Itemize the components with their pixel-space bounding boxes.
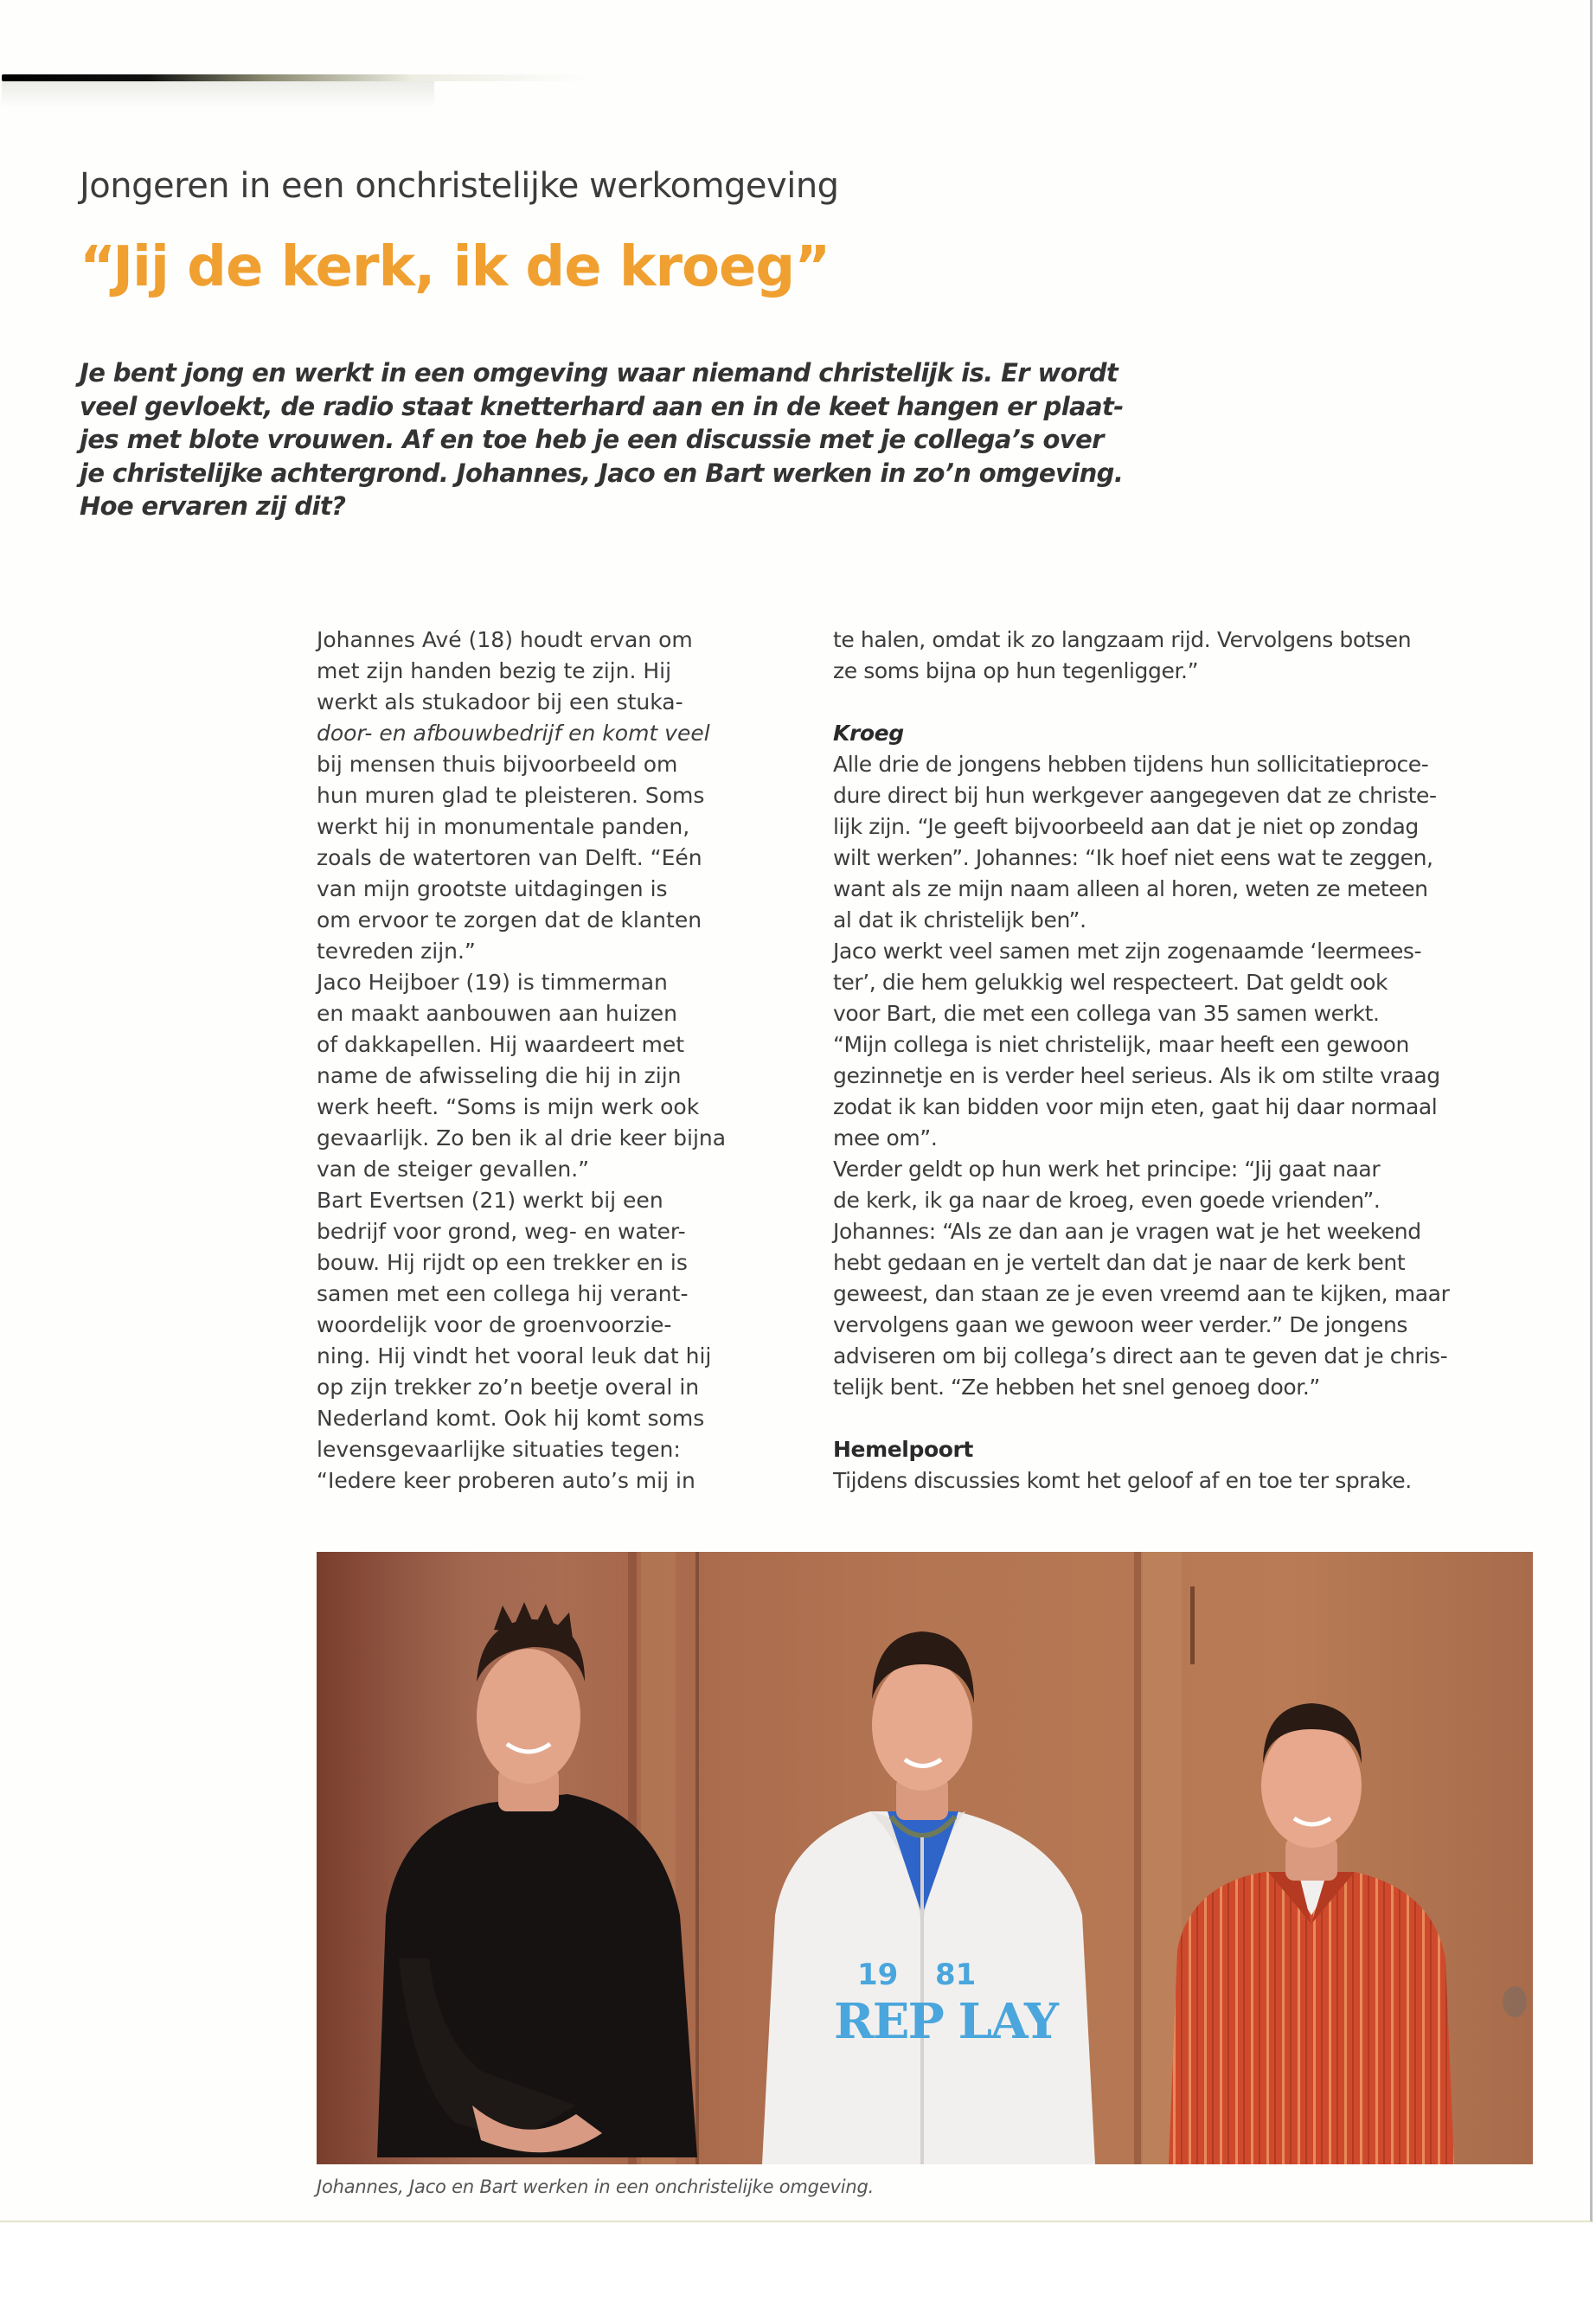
body-line: gevaarlijk. Zo ben ik al drie keer bijna (317, 1125, 727, 1150)
body-line: werkt als stukadoor bij een stuka- (317, 689, 683, 715)
body-line: hun muren glad te pleisteren. Soms (317, 783, 705, 808)
body-line: werk heeft. “Soms is mijn werk ook (317, 1094, 700, 1119)
body-line: voor Bart, die met een collega van 35 samen werkt. (833, 1001, 1380, 1026)
right-text-column (833, 625, 1542, 1497)
body-line: zoals de watertoren van Delft. “Eén (317, 845, 702, 870)
body-line: bedrijf voor grond, weg- en water- (317, 1219, 686, 1244)
section-heading-kroeg: Kroeg (833, 721, 904, 746)
three-young-men-photo (317, 1552, 1533, 2164)
left-text-column (317, 625, 784, 1497)
photo-caption: Johannes, Jaco en Bart werken in een onchristelijke omgeving. (317, 2176, 875, 2197)
body-line: “Mijn collega is niet christelijk, maar heeft een gewoon (833, 1032, 1409, 1057)
body-line: Verder geldt op hun werk het principe: “Jij gaat naar (833, 1157, 1381, 1182)
body-line: Alle drie de jongens hebben tijdens hun sollicitatieproce- (833, 752, 1429, 777)
body-line: bouw. Hij rijdt op een trekker en is (317, 1250, 688, 1275)
body-line: Nederland komt. Ook hij komt soms (317, 1406, 705, 1431)
body-line: tevreden zijn.” (317, 939, 476, 964)
body-line: name de afwisseling die hij in zijn (317, 1063, 682, 1088)
body-line: levensgevaarlijke situaties tegen: (317, 1437, 681, 1462)
top-rule-divider (2, 74, 590, 81)
intro-line: je christelijke achtergrond. Johannes, Jaco en Bart werken in zo’n omgeving. (80, 458, 1124, 488)
body-line: zodat ik kan bidden voor mijn eten, gaat hij daar normaal (833, 1094, 1438, 1119)
body-line: wilt werken”. Johannes: “Ik hoef niet eens wat te zeggen, (833, 845, 1433, 870)
body-line: dure direct bij hun werkgever aangegeven dat ze christe- (833, 783, 1437, 808)
body-line: ze soms bijna op hun tegenligger.” (833, 658, 1199, 683)
body-line: woordelijk voor de groenvoorzie- (317, 1312, 672, 1337)
article-headline: “Jij de kerk, ik de kroeg” (80, 235, 830, 299)
body-line: werkt hij in monumentale panden, (317, 814, 690, 839)
body-line: bij mensen thuis bijvoorbeeld om (317, 752, 678, 777)
body-line: Jaco werkt veel samen met zijn zogenaamde ‘leermees- (833, 939, 1422, 964)
hoodie-19-text: 19 (857, 1958, 899, 1992)
body-line: lijk zijn. “Je geeft bijvoorbeeld aan dat je niet op zondag (833, 814, 1419, 839)
hoodie-81-text: 81 (935, 1958, 977, 1992)
body-line: te halen, omdat ik zo langzaam rijd. Vervolgens botsen (833, 627, 1412, 652)
article-intro (80, 356, 1161, 523)
body-line: van de steiger gevallen.” (317, 1157, 590, 1182)
intro-line: jes met blote vrouwen. Af en toe heb je een discussie met je collega’s over (80, 425, 1104, 454)
body-line: “Iedere keer proberen auto’s mij in (317, 1468, 695, 1493)
body-line: om ervoor te zorgen dat de klanten (317, 907, 702, 933)
body-line: Tijdens discussies komt het geloof af en toe ter sprake. (833, 1468, 1412, 1493)
top-rule-shadow (2, 81, 434, 107)
body-line: Johannes Avé (18) houdt ervan om (317, 627, 693, 652)
body-line: met zijn handen bezig te zijn. Hij (317, 658, 672, 683)
body-line: geweest, dan staan ze je even vreemd aan te kijken, maar (833, 1281, 1450, 1306)
body-line: en maakt aanbouwen aan huizen (317, 1001, 677, 1026)
body-line: van mijn grootste uitdagingen is (317, 876, 668, 901)
body-line: ning. Hij vindt het vooral leuk dat hij (317, 1343, 712, 1368)
body-line: Bart Evertsen (21) werkt bij een (317, 1188, 663, 1213)
body-line: Jaco Heijboer (19) is timmerman (317, 970, 668, 995)
body-line: hebt gedaan en je vertelt dan dat je naar de kerk bent (833, 1250, 1406, 1275)
body-line: gezinnetje en is verder heel serieus. Als ik om stilte vraag (833, 1063, 1440, 1088)
intro-line: Je bent jong en werkt in een omgeving waar niemand christelijk is. Er wordt (80, 358, 1118, 388)
body-line: samen met een collega hij verant- (317, 1281, 689, 1306)
body-line: Johannes: “Als ze dan aan je vragen wat je het weekend (833, 1219, 1421, 1244)
article-photo (317, 1552, 1533, 2164)
intro-line: veel gevloekt, de radio staat knetterhard aan en in de keet hangen er plaat- (80, 391, 1124, 421)
body-line: vervolgens gaan we gewoon weer verder.” De jongens (833, 1312, 1408, 1337)
article-kicker: Jongeren in een onchristelijke werkomgeving (80, 166, 839, 206)
body-line: want als ze mijn naam alleen al horen, weten ze meteen (833, 876, 1428, 901)
section-heading-hemelpoort: Hemelpoort (833, 1437, 973, 1462)
body-line: door- en afbouwbedrijf en komt veel (317, 721, 710, 746)
body-line: al dat ik christelijk ben”. (833, 907, 1086, 933)
body-line: mee om”. (833, 1125, 938, 1150)
hoodie-brand-text: REP LAY (834, 1993, 1059, 2050)
body-line: ter’, die hem gelukkig wel respecteert. Dat geldt ook (833, 970, 1388, 995)
body-line: de kerk, ik ga naar de kroeg, even goede vrienden”. (833, 1188, 1381, 1213)
body-line: op zijn trekker zo’n beetje overal in (317, 1375, 700, 1400)
body-line: adviseren om bij collega’s direct aan te geven dat je chris- (833, 1343, 1448, 1368)
body-line: of dakkapellen. Hij waardeert met (317, 1032, 685, 1057)
body-line: telijk bent. “Ze hebben het snel genoeg door.” (833, 1375, 1320, 1400)
intro-line: Hoe ervaren zij dit? (80, 491, 346, 521)
